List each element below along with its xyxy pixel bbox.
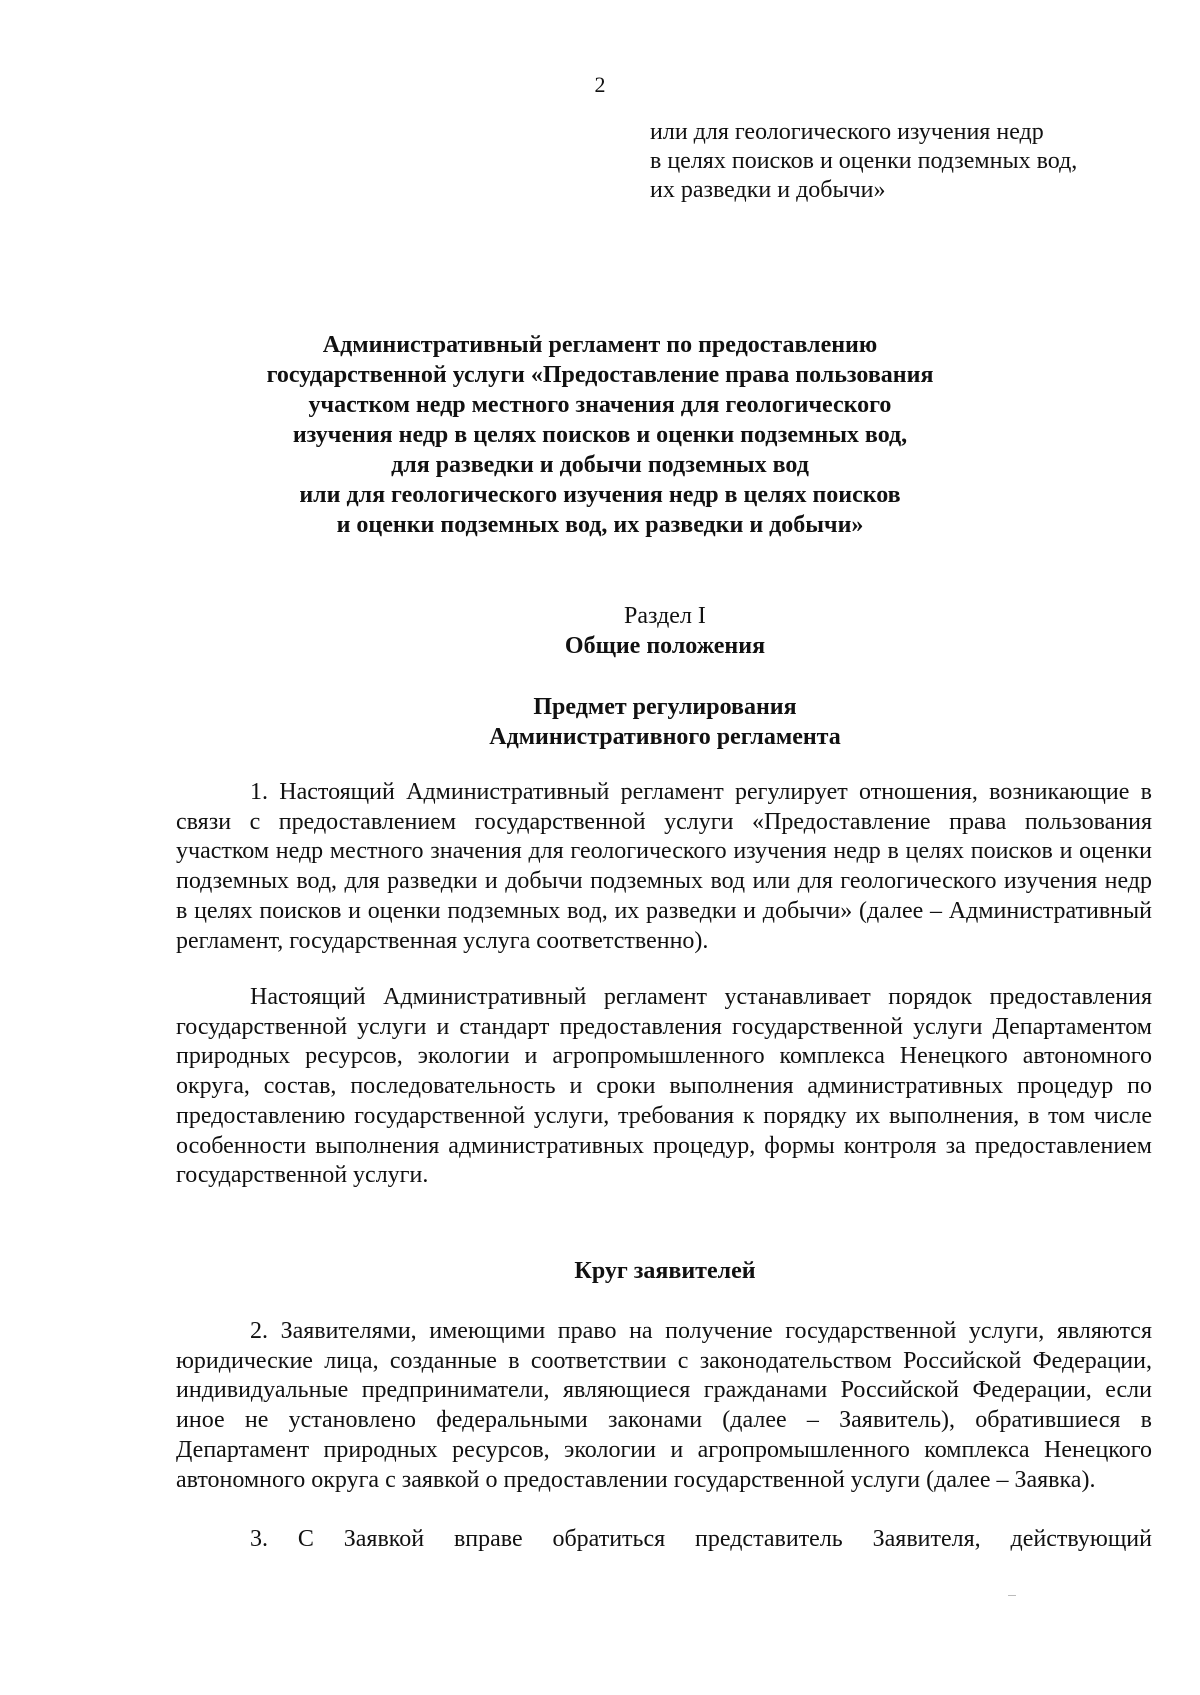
- page-number: 2: [594, 72, 606, 97]
- paragraph-1: 1. Настоящий Административный регламент регулирует отношения, возникающие в связи с предоставлением государственной услуги «Предоставление права пользования участком недр местного значения для геологического изучения недр в целях поисков и оценки подземных вод, для разведки и добычи подземных вод или для геологического изучения недр в целях поисков и оценки подземных вод, их разведки и добычи» (далее – Административный регламент, государственная услуга соответственно).: [176, 779, 1152, 954]
- title-line: изучения недр в целях поисков и оценки подземных вод,: [292, 422, 908, 448]
- header-line: или для геологического изучения недр: [650, 119, 1044, 145]
- document-title: [150, 330, 1050, 540]
- header-line: в целях поисков и оценки подземных вод,: [650, 148, 1078, 174]
- subject-heading-line: Предмет регулирования: [533, 694, 797, 720]
- header-block: [650, 118, 1170, 205]
- title-line: участком недр местного значения для геологического: [308, 392, 892, 418]
- title-line: для разведки и добычи подземных вод: [391, 452, 809, 478]
- title-line: Административный регламент по предоставлению: [322, 332, 878, 358]
- subject-heading: [0, 692, 1200, 752]
- section-label: Раздел I: [624, 603, 706, 629]
- title-line: государственной услуги «Предоставление права пользования: [266, 362, 934, 388]
- applicants-heading: Круг заявителей: [574, 1258, 756, 1284]
- title-line: или для геологического изучения недр в целях поисков: [299, 482, 901, 508]
- paragraph-3: 2. Заявителями, имеющими право на получение государственной услуги, являются юридические лица, созданные в соответствии с законодательством Российской Федерации, индивидуальные предприниматели, являющиеся гражданами Российской Федерации, если иное не установлено федеральными законами (далее – Заявитель), обратившиеся в Департамент природных ресурсов, экологии и агропромышленного комплекса Ненецкого автономного округа с заявкой о предоставлении государственной услуги (далее – Заявка).: [176, 1318, 1152, 1493]
- paragraph-2: Настоящий Административный регламент устанавливает порядок предоставления государственной услуги и стандарт предоставления государственной услуги Департаментом природных ресурсов, экологии и агропромышленного комплекса Ненецкого автономного округа, состав, последовательность и сроки выполнения административных процедур по предоставлению государственной услуги, требования к порядку их выполнения, в том числе особенности выполнения административных процедур, формы контроля за предоставлением государственной услуги.: [176, 984, 1152, 1189]
- section-title: Общие положения: [564, 633, 766, 659]
- paragraph-4: 3. С Заявкой вправе обратиться представитель Заявителя, действующий: [250, 1526, 1152, 1552]
- scan-mark: [1008, 1595, 1016, 1596]
- header-line: их разведки и добычи»: [650, 177, 886, 203]
- subject-heading-line: Административного регламента: [489, 724, 841, 750]
- title-line: и оценки подземных вод, их разведки и добычи»: [336, 512, 864, 538]
